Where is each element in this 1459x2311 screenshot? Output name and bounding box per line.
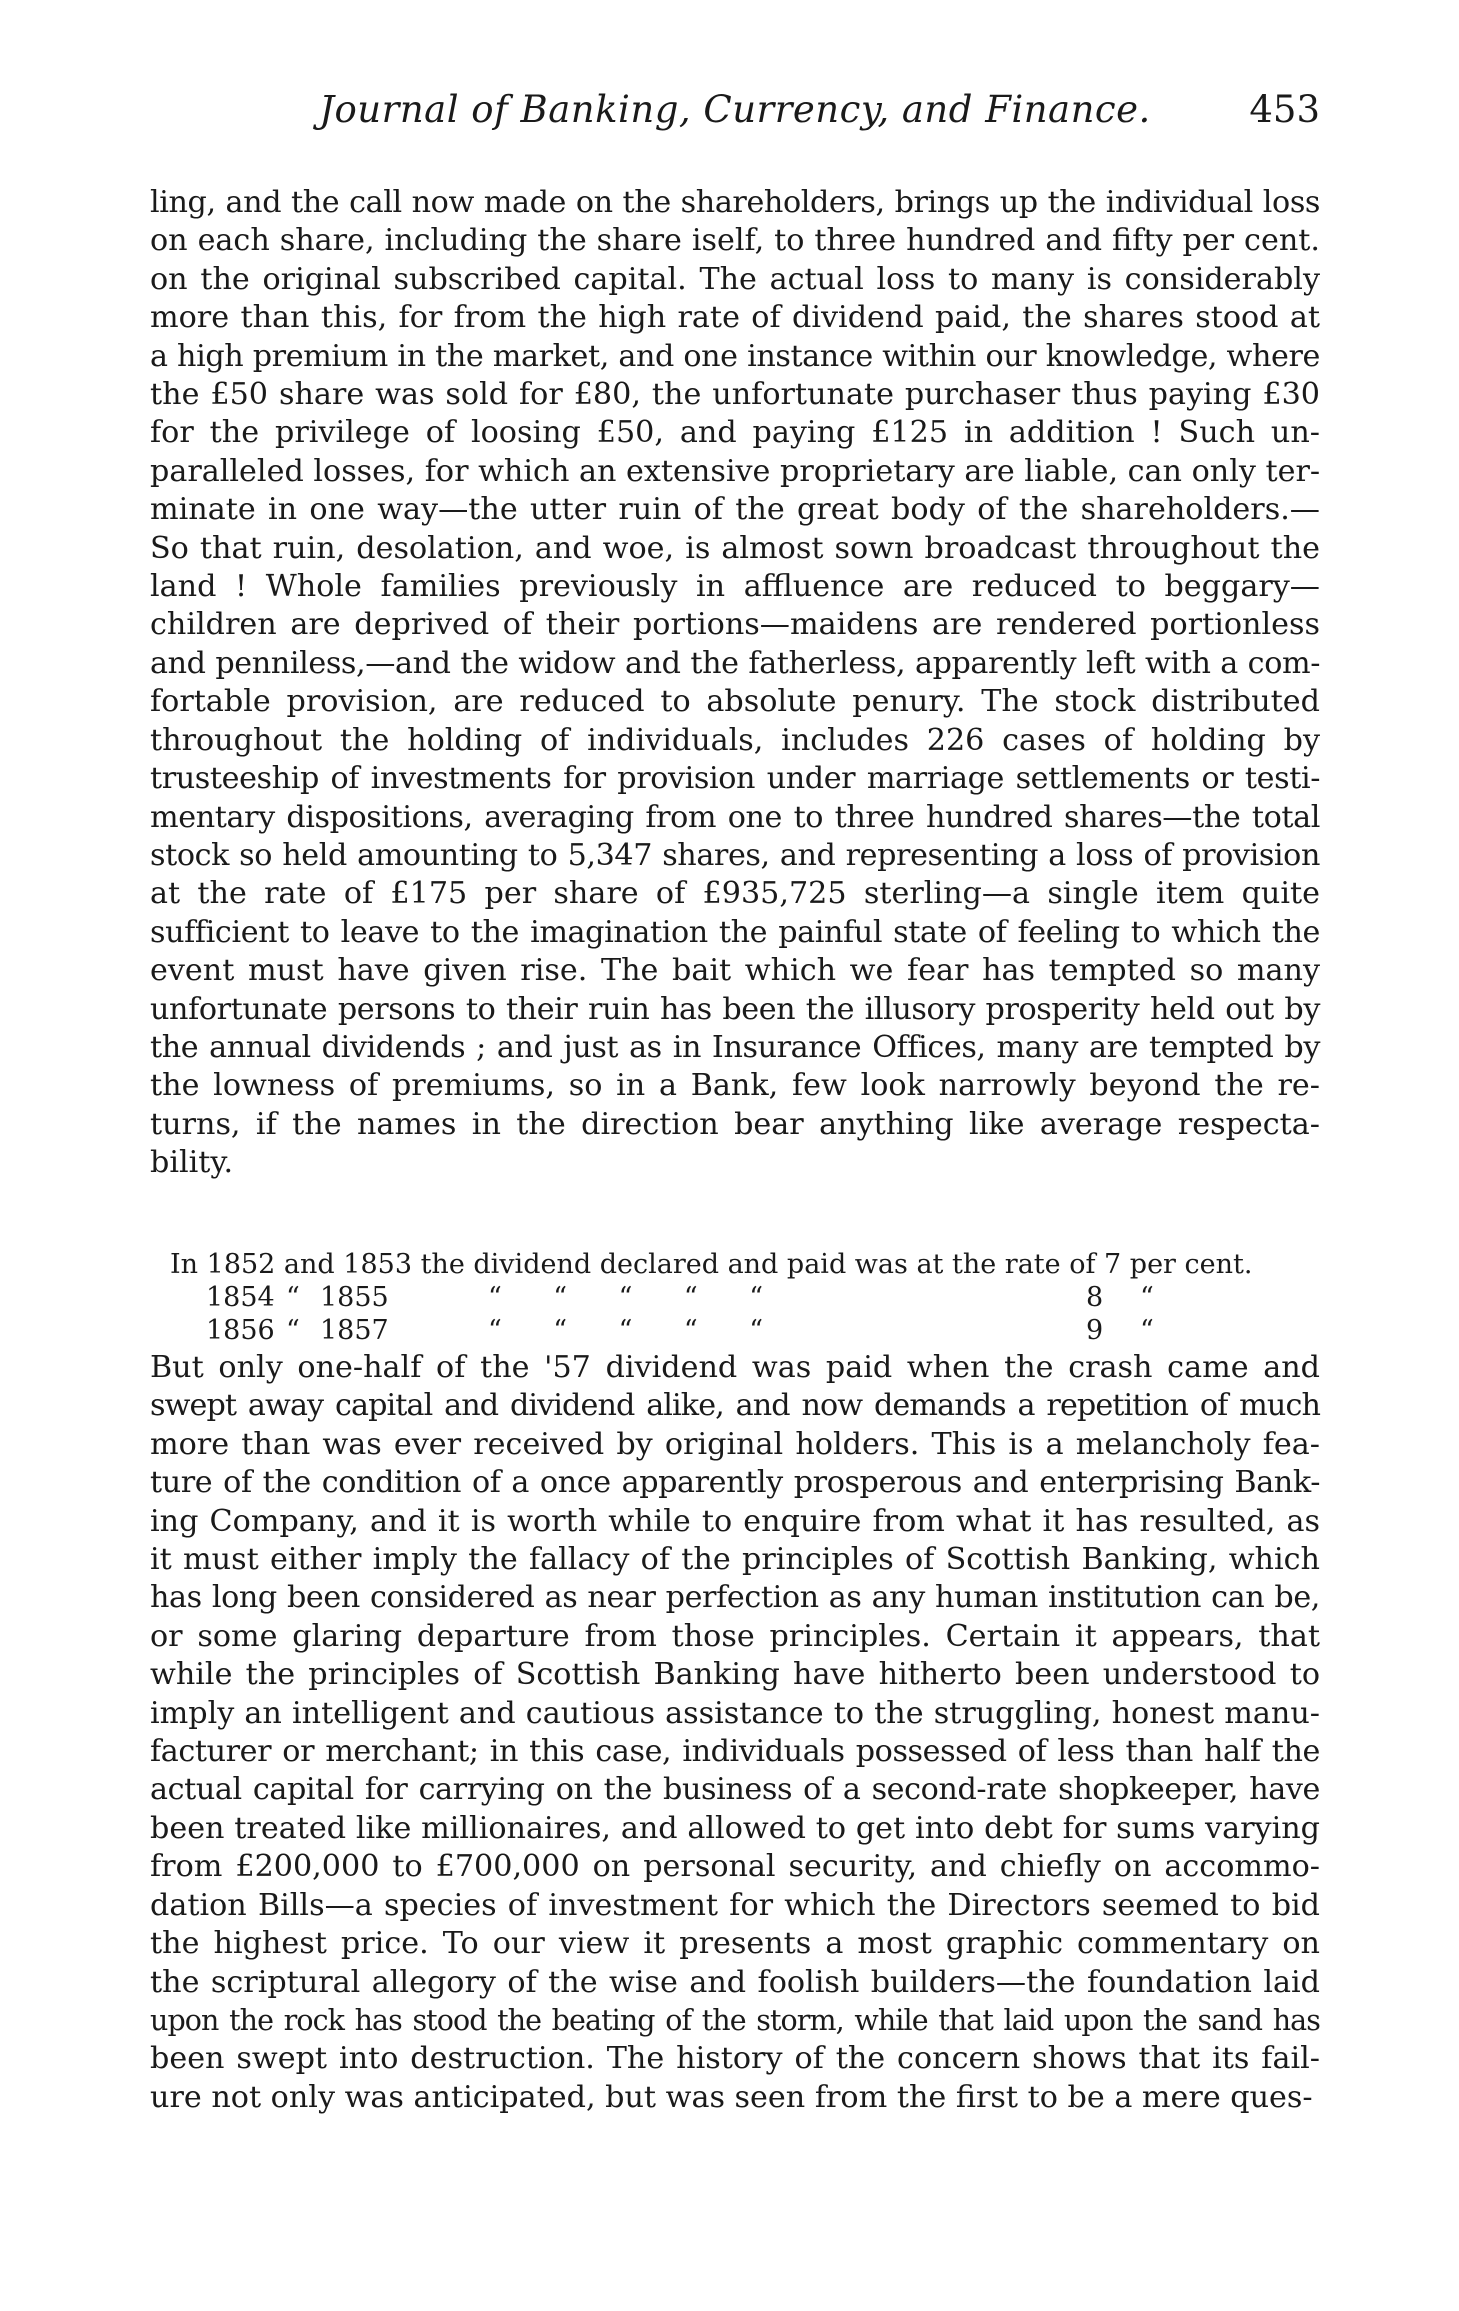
text-line: imply an intelligent and cautious assistance to the struggling, honest manu- [150, 1695, 1320, 1731]
text-line: been treated like millionaires, and allowed to get into debt for sums varying [150, 1810, 1320, 1846]
text-line: minate in one way—the utter ruin of the great body of the shareholders.— [150, 492, 1320, 528]
text-line: paralleled losses, for which an extensive proprietary are liable, can only ter- [150, 453, 1321, 489]
ditto-mark: “ [286, 1282, 300, 1313]
text-line: the annual dividends ; and just as in Insurance Offices, many are tempted by [150, 1029, 1320, 1065]
text-line: ture of the condition of a once apparently prosperous and enterprising Bank- [150, 1465, 1320, 1501]
body-paragraph-2 [150, 1349, 1320, 2117]
dividend-row-1856-1857 [170, 1314, 1290, 1347]
body-paragraph-1 [150, 184, 1320, 1183]
text-line: more than this, for from the high rate of dividend paid, the shares stood at [150, 300, 1320, 336]
text-line: has long been considered as near perfection as any human institution can be, [150, 1580, 1320, 1616]
text-line: event must have given rise. The bait which we fear has tempted so many [150, 953, 1320, 989]
text-line: turns, if the names in the direction bear anything like average respecta- [150, 1106, 1320, 1142]
text-line: the £50 share was sold for £80, the unfortunate purchaser thus paying £30 [150, 377, 1320, 413]
dividend-table [170, 1248, 1290, 1347]
text-line: stock so held amounting to 5,347 shares, and representing a loss of provision [150, 837, 1320, 873]
dividend-row-1852-1853 [170, 1248, 1290, 1281]
ditto-mark: “ [1140, 1282, 1154, 1313]
text-line: it must either imply the fallacy of the principles of Scottish Banking, which [150, 1542, 1320, 1578]
ditto-mark: “ [286, 1315, 300, 1346]
text-line: sufficient to leave to the imagination the painful state of feeling to which the [150, 914, 1320, 950]
text-line: swept away capital and dividend alike, and now demands a repetition of much [150, 1388, 1320, 1424]
text-line: more than was ever received by original holders. This is a melancholy fea- [150, 1426, 1320, 1462]
year-start: 1856 [206, 1315, 275, 1346]
year-end: 1855 [320, 1282, 389, 1313]
text-line: ling, and the call now made on the shareholders, brings up the individual loss [150, 185, 1320, 220]
year-start: 1854 [206, 1282, 275, 1313]
text-line: at the rate of £175 per share of £935,725 sterling—a single item quite [150, 876, 1320, 912]
text-line: trusteeship of investments for provision under marriage settlements or testi- [150, 761, 1320, 797]
text-line: But only one-half of the '57 dividend was paid when the crash came and [150, 1350, 1320, 1385]
dividend-row-text: In 1852 and 1853 the dividend declared and paid was at the rate of 7 per cent. [170, 1249, 1253, 1280]
text-line: upon the rock has stood the beating of the storm, while that laid upon the sand has [150, 2003, 1320, 2037]
text-line: the scriptural allegory of the wise and foolish builders—the foundation laid [150, 1964, 1320, 2000]
text-line: on each share, including the share iself, to three hundred and fifty per cent. [150, 223, 1320, 259]
text-line: been swept into destruction. The history of the concern shows that its fail- [150, 2041, 1320, 2077]
text-line: children are deprived of their portions—maidens are rendered portionless [150, 607, 1320, 643]
text-line: land ! Whole families previously in affluence are reduced to beggary— [150, 569, 1320, 605]
text-line: or some glaring departure from those principles. Certain it appears, that [150, 1618, 1320, 1654]
year-end: 1857 [320, 1315, 389, 1346]
text-line: bility. [150, 1145, 234, 1181]
ditto-mark: “ [1140, 1315, 1154, 1346]
text-line: the lowness of premiums, so in a Bank, few look narrowly beyond the re- [150, 1068, 1320, 1104]
text-line: the highest price. To our view it presents a most graphic commentary on [150, 1926, 1320, 1962]
text-line: ing Company, and it is worth while to enquire from what it has resulted, as [150, 1503, 1320, 1539]
text-line: ure not only was anticipated, but was seen from the first to be a mere ques- [150, 2079, 1313, 2115]
running-title: Journal of Banking, Currency, and Finance. [319, 88, 1151, 131]
ditto-marks: “ “ “ “ “ [488, 1315, 763, 1346]
text-line: dation Bills—a species of investment for which the Directors seemed to bid [150, 1887, 1320, 1923]
page-number: 453 [1249, 88, 1320, 131]
text-line: from £200,000 to £700,000 on personal security, and chiefly on accommo- [150, 1849, 1320, 1885]
text-line: for the privilege of loosing £50, and paying £125 in addition ! Such un- [150, 415, 1320, 451]
running-head [150, 88, 1320, 148]
text-line: throughout the holding of individuals, includes 226 cases of holding by [150, 722, 1320, 758]
text-line: mentary dispositions, averaging from one to three hundred shares—the total [150, 799, 1320, 835]
text-line: unfortunate persons to their ruin has been the illusory prosperity held out by [150, 991, 1320, 1027]
text-line: So that ruin, desolation, and woe, is almost sown broadcast throughout the [150, 530, 1320, 566]
ditto-marks: “ “ “ “ “ [488, 1282, 763, 1313]
text-line: while the principles of Scottish Banking have hitherto been understood to [150, 1657, 1320, 1693]
dividend-row-1854-1855 [170, 1281, 1290, 1314]
text-line: and penniless,—and the widow and the fatherless, apparently left with a com- [150, 645, 1320, 681]
text-line: fortable provision, are reduced to absolute penury. The stock distributed [150, 684, 1320, 720]
text-line: a high premium in the market, and one instance within our knowledge, where [150, 338, 1320, 374]
text-line: on the original subscribed capital. The actual loss to many is considerably [150, 261, 1320, 297]
dividend-rate: 9 [1086, 1315, 1104, 1346]
text-line: actual capital for carrying on the business of a second-rate shopkeeper, have [150, 1772, 1320, 1808]
text-line: facturer or merchant; in this case, individuals possessed of less than half the [150, 1734, 1320, 1770]
dividend-rate: 8 [1086, 1282, 1104, 1313]
